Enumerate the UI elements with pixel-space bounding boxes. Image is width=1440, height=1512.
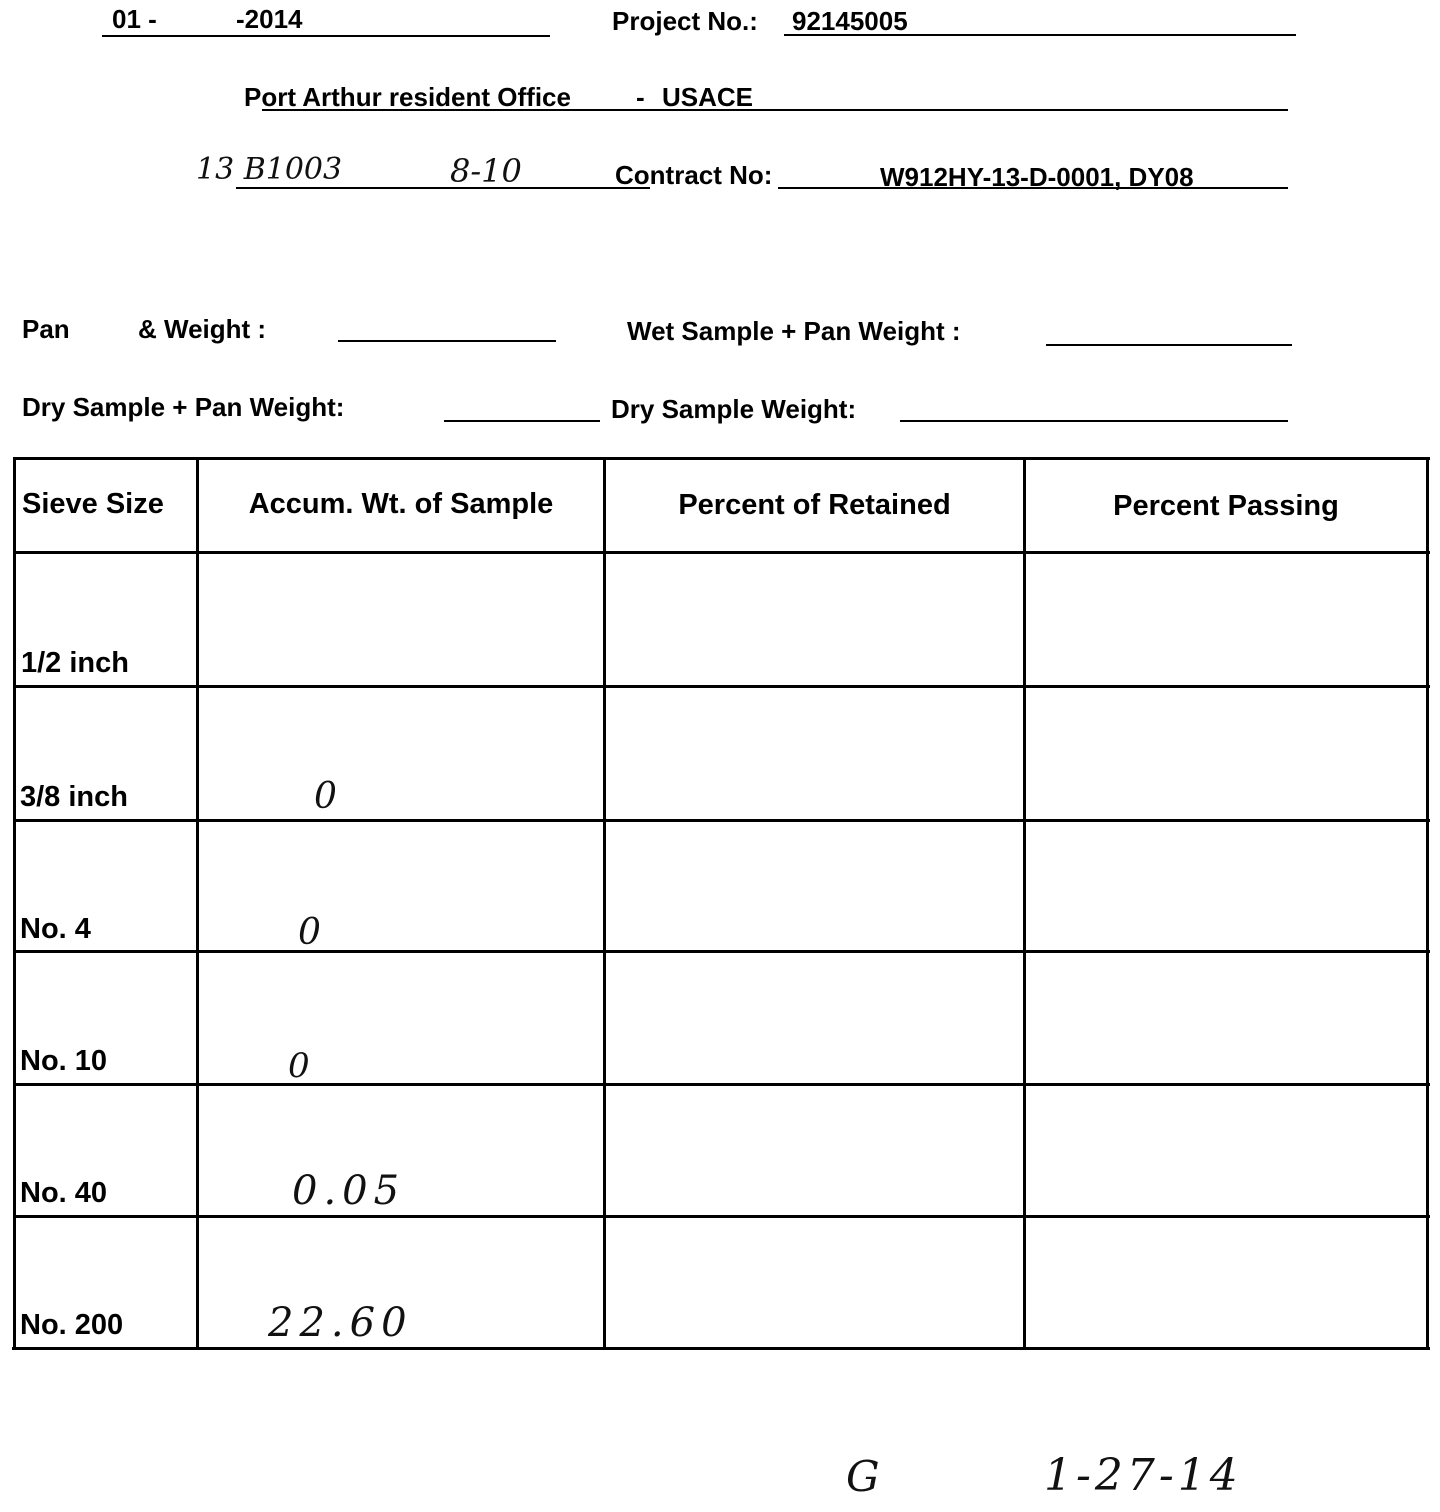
table-row-sieve: 3/8 inch	[20, 781, 128, 813]
contract-number: W912HY-13-D-0001, DY08	[880, 162, 1194, 192]
table-row-accum: 0.05	[292, 1168, 406, 1214]
wet-sample-label: Wet Sample + Pan Weight :	[627, 316, 961, 346]
project-number: 92145005	[792, 6, 908, 36]
table-row-divider	[14, 950, 1430, 953]
table-border-bottom	[12, 1347, 1430, 1350]
table-border-top	[14, 457, 1430, 460]
sample-id: 13 B1003	[196, 152, 343, 187]
table-row-sieve: 1/2 inch	[21, 647, 129, 679]
pan-weight-label: & Weight :	[138, 314, 267, 344]
table-border-left	[13, 457, 16, 1350]
column-header-sieve-size: Sieve Size	[22, 488, 164, 520]
table-row-divider	[14, 685, 1430, 688]
sample-depth: 8-10	[450, 152, 522, 190]
footer-initial: G	[846, 1452, 880, 1501]
footer-date: 1-27-14	[1044, 1450, 1242, 1501]
table-row-sieve: No. 10	[20, 1045, 108, 1077]
table-row-accum: 22.60	[268, 1300, 413, 1346]
table-row-accum: 0	[288, 1046, 310, 1086]
agency-name: USACE	[662, 82, 754, 112]
pan-weight-field	[338, 340, 556, 342]
wet-sample-field	[1046, 344, 1292, 346]
sample-underline	[236, 187, 650, 189]
table-row-divider	[14, 819, 1430, 822]
column-header-accum-weight: Accum. Wt. of Sample	[248, 488, 554, 520]
table-column-divider	[1023, 457, 1026, 1350]
table-column-divider	[603, 457, 606, 1350]
office-separator: -	[636, 82, 645, 112]
table-row-divider	[14, 1215, 1430, 1218]
table-row-divider	[14, 1083, 1430, 1086]
office-name: Port Arthur resident Office	[244, 82, 571, 112]
dry-sample-pan-field	[444, 420, 600, 422]
date-prefix: 01 -	[112, 4, 157, 34]
table-row-sieve: No. 40	[20, 1177, 108, 1209]
date-year: -2014	[236, 4, 303, 34]
dry-sample-label: Dry Sample Weight:	[611, 394, 857, 424]
project-label: Project No.:	[612, 6, 758, 36]
column-header-percent-passing: Percent Passing	[1113, 490, 1339, 522]
contract-underline	[778, 187, 1288, 189]
table-column-divider	[196, 457, 199, 1350]
dry-sample-pan-label: Dry Sample + Pan Weight:	[22, 392, 345, 422]
date-underline	[102, 35, 550, 37]
pan-label: Pan	[22, 314, 70, 344]
office-underline	[262, 109, 1288, 111]
contract-label: Contract No:	[615, 160, 773, 190]
table-row-accum: 0	[298, 912, 321, 953]
project-underline	[784, 34, 1296, 36]
table-row-sieve: No. 4	[20, 913, 91, 945]
table-row-sieve: No. 200	[20, 1309, 124, 1341]
column-header-percent-retained: Percent of Retained	[678, 489, 951, 521]
table-header-divider	[14, 551, 1430, 554]
table-row-accum: 0	[314, 776, 337, 817]
table-border-right	[1426, 457, 1429, 1350]
dry-sample-field	[900, 420, 1288, 422]
